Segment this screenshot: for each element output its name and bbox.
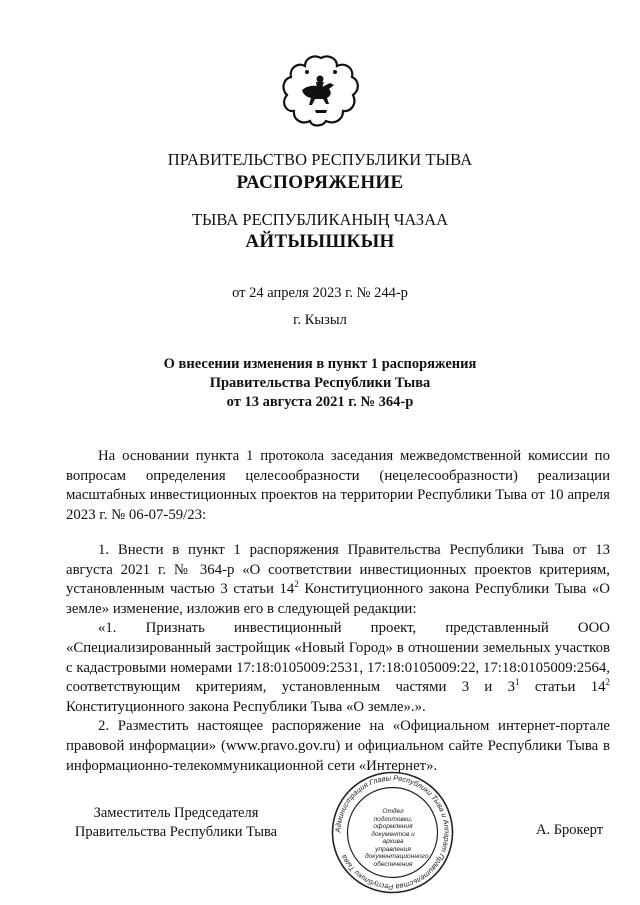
quote-text-c: Конституционного закона Республики Тыва «О земле».». bbox=[66, 698, 426, 715]
coat-of-arms-emblem bbox=[282, 52, 360, 130]
preamble-paragraph bbox=[66, 447, 610, 525]
quote-superscript-1: 1 bbox=[515, 677, 520, 688]
quote-text-b: статьи 14 bbox=[519, 679, 606, 696]
subject-line-1: О внесении изменения в пункт 1 распоряжения bbox=[163, 356, 477, 372]
document-type-ru: РАСПОРЯЖЕНИЕ bbox=[236, 172, 404, 193]
document-subject bbox=[0, 355, 640, 412]
signatory-position bbox=[66, 804, 286, 842]
government-name-ru: ПРАВИТЕЛЬСТВО РЕСПУБЛИКИ ТЫВА bbox=[167, 150, 473, 169]
document-date-number: от 24 апреля 2023 г. № 244-р bbox=[232, 285, 408, 301]
signatory-position-line-2: Правительства Республики Тыва bbox=[74, 824, 278, 840]
government-name-tyv: ТЫВА РЕСПУБЛИКАНЫҢ ЧАЗАА bbox=[191, 210, 449, 229]
preamble-text: На основании пункта 1 протокола заседания межведомственной комиссии по вопросам определения целесообразности (нецелесообразности) реализации масштабных инвестиционных проектов на территории Республики Тыва от 10 апреля 2023 г. № 06-07-59/23: bbox=[66, 448, 610, 523]
subject-line-3: от 13 августа 2021 г. № 364-р bbox=[226, 394, 414, 410]
quote-superscript-2: 2 bbox=[605, 677, 610, 688]
subject-line-2: Правительства Республики Тыва bbox=[209, 375, 431, 391]
signatory-name: А. Брокерт bbox=[536, 822, 604, 838]
operative-section bbox=[66, 541, 610, 776]
signatory-position-line-1: Заместитель Председателя bbox=[93, 805, 259, 821]
item-1-superscript: 2 bbox=[294, 579, 299, 590]
document-place: г. Кызыл bbox=[293, 312, 347, 328]
item-1-text-b: Конституционного закона Республики Тыва «О земле» изменение, изложив его в следующей редакции: bbox=[66, 581, 610, 617]
quoted-paragraph bbox=[66, 619, 610, 717]
item-1-text-a: 1. Внести в пункт 1 распоряжения Правительства Республики Тыва от 13 августа 2021 г. № 364-р «О соответствии инвестиционных проектов критериям, установленным частью 3 статьи 14 bbox=[66, 542, 610, 598]
item-1-paragraph bbox=[66, 541, 610, 619]
document-type-tyv: АЙТЫЫШКЫН bbox=[245, 231, 395, 252]
stamp-center-text: Отдел подготовки, оформления документов и архива управления документационного обеспечения bbox=[365, 808, 429, 868]
item-2-paragraph: 2. Разместить настоящее распоряжение на «Официальном интернет-портале правовой информации» (www.pravo.gov.ru) и официальном сайте Республики Тыва в информационно-телекоммуникационной сети «Интернет». bbox=[66, 718, 610, 774]
stamp-ring-text: Администрация Главы Республики Тыва и Аппарат Правительства Республики Тыва bbox=[333, 773, 452, 892]
quote-text-a: «1. Признать инвестиционный проект, представленный ООО «Специализированный застройщик «Новый Город» в отношении земельных участков с кадастровыми номерами 17:18:0105009:2531, 17:18:0105009:22, 17:18:0105009:2564, соответствующим критериям, установленным частями 3 и 3 bbox=[66, 620, 610, 696]
